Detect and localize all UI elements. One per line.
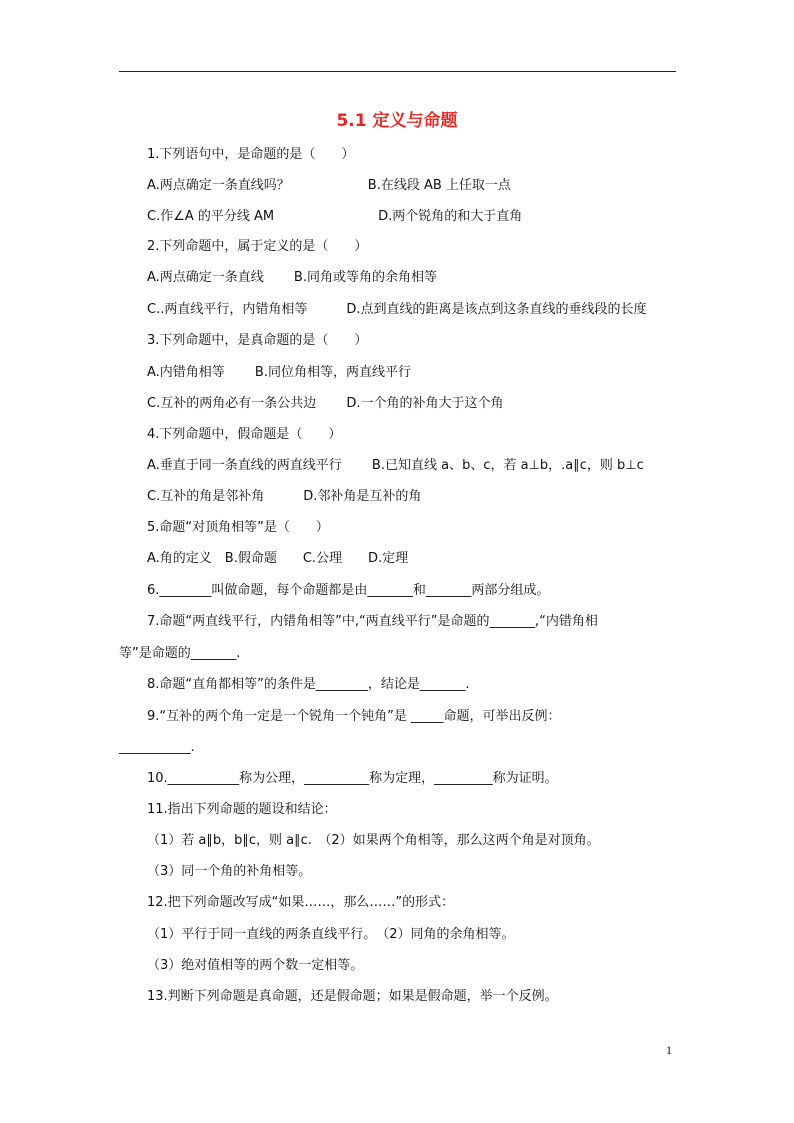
page-number: 1 xyxy=(666,1043,672,1057)
question-line: （1）若 a∥b，b∥c，则 a∥c. （2）如果两个角相等，那么这两个角是对顶角。 xyxy=(147,833,600,848)
question-line: （3）同一个角的补角相等。 xyxy=(147,864,312,879)
question-line: 13.判断下列命题是真命题，还是假命题；如果是假命题，举一个反例。 xyxy=(147,989,558,1004)
question-line: 7.命题“两直线平行，内错角相等”中,“两直线平行”是命题的_______,“内错角相 xyxy=(147,614,598,629)
page-title: 5.1 定义与命题 xyxy=(336,111,458,131)
question-line: A.内错角相等 B.同位角相等，两直线平行 xyxy=(147,365,411,380)
question-line: A.角的定义 B.假命题 C.公理 D.定理 xyxy=(147,551,409,566)
question-line: 5.命题“对顶角相等”是（ ） xyxy=(147,520,329,535)
question-line: 9.“互补的两个角一定是一个锐角一个钝角”是 _____命题，可举出反例： xyxy=(147,709,561,724)
question-line: 4.下列命题中，假命题是（ ） xyxy=(147,427,342,442)
question-line: C..两直线平行，内错角相等 D.点到直线的距离是该点到这条直线的垂线段的长度 xyxy=(147,302,647,317)
question-line: C.作∠A 的平分线 AM D.两个锐角的和大于直角 xyxy=(147,209,523,224)
header-rule xyxy=(119,71,676,72)
question-line: A.两点确定一条直线吗？ B.在线段 AB 上任取一点 xyxy=(147,178,511,193)
question-line: （1）平行于同一直线的两条直线平行。 （2）同角的余角相等。 xyxy=(147,927,515,942)
question-line: 6.________叫做命题，每个命题都是由_______和_______两部分组成。 xyxy=(147,583,550,598)
question-line: （3）绝对值相等的两个数一定相等。 xyxy=(147,958,364,973)
question-line: 12.把下列命题改写成“如果……，那么……”的形式： xyxy=(147,895,455,910)
question-line: C.互补的角是邻补角 D.邻补角是互补的角 xyxy=(147,489,422,504)
question-line: 2.下列命题中，属于定义的是（ ） xyxy=(147,239,368,254)
question-line: 10.___________称为公理，__________称为定理，_________称为证明。 xyxy=(147,771,558,786)
question-line: ___________. xyxy=(119,740,195,755)
question-line: 8.命题“直角都相等”的条件是________，结论是_______. xyxy=(147,677,470,692)
question-line: 等”是命题的_______. xyxy=(119,646,241,661)
question-line: A.两点确定一条直线 B.同角或等角的余角相等 xyxy=(147,270,437,285)
question-line: 11.指出下列命题的题设和结论： xyxy=(147,802,337,817)
question-line: A.垂直于同一条直线的两直线平行 B.已知直线 a、b、c，若 a⊥b，.a∥c，则 b⊥c xyxy=(147,458,644,473)
question-line: 3.下列命题中，是真命题的是（ ） xyxy=(147,333,368,348)
question-line: 1.下列语句中，是命题的是（ ） xyxy=(147,147,355,162)
question-line: C.互补的两角必有一条公共边 D.一个角的补角大于这个角 xyxy=(147,396,504,411)
